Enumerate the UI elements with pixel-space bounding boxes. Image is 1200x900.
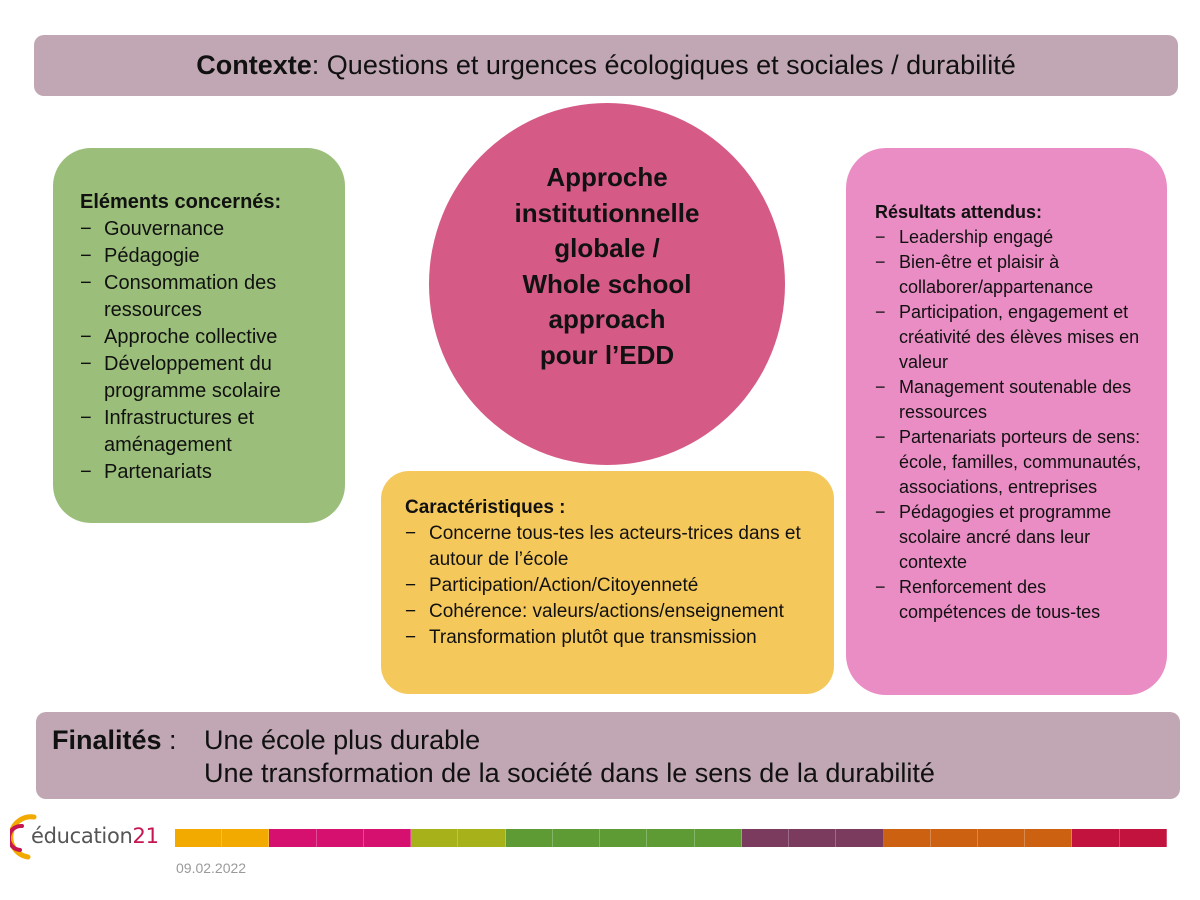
list-item: − Partenariats porteurs de sens: école, familles, communautés, associations, entreprises <box>875 425 1149 500</box>
resultats-attendus-box <box>846 148 1167 695</box>
list-item: − Participation/Action/Citoyenneté <box>405 573 824 599</box>
logo-text <box>31 824 159 848</box>
stripe-segment <box>1120 829 1167 847</box>
list-item: − Management soutenable des ressources <box>875 375 1149 425</box>
stripe-segment <box>458 829 505 847</box>
stripe-segment <box>553 829 600 847</box>
stripe-segment <box>506 829 553 847</box>
list-item: − Gouvernance <box>80 216 325 243</box>
stripe-segment <box>600 829 647 847</box>
results-list <box>875 225 1149 625</box>
list-item: − Infrastructures et aménagement <box>80 405 325 459</box>
stripe-segment <box>222 829 269 847</box>
elements-list <box>80 216 325 486</box>
list-item: Une transformation de la société dans le sens de la durabilité <box>204 758 935 788</box>
list-item: Une école plus durable <box>204 725 481 755</box>
finalites-separator: : <box>161 725 177 755</box>
stripe-segment <box>175 829 222 847</box>
context-label: Contexte <box>196 50 312 80</box>
slide-date: 09.02.2022 <box>176 860 247 876</box>
list-item: − Développement du programme scolaire <box>80 351 325 405</box>
stripe-segment <box>364 829 411 847</box>
list-item: − Concerne tous-tes les acteurs-trices dans et autour de l’école <box>405 521 824 573</box>
stripe-segment <box>1025 829 1072 847</box>
stripe-segment <box>742 829 789 847</box>
list-item: − Partenariats <box>80 459 325 486</box>
stripe-segment <box>1072 829 1119 847</box>
stripe-segment <box>269 829 316 847</box>
education21-logo <box>10 814 170 860</box>
finalites-banner <box>36 712 1180 799</box>
list-item: − Participation, engagement et créativité des élèves mises en valeur <box>875 300 1149 375</box>
stripe-segment <box>978 829 1025 847</box>
whole-school-approach-circle <box>429 103 785 465</box>
list-item: − Cohérence: valeurs/actions/enseignement <box>405 599 824 625</box>
list-item: − Renforcement des compétences de tous-tes <box>875 575 1149 625</box>
finalites-label: Finalités <box>52 725 162 755</box>
list-item: − Transformation plutôt que transmission <box>405 625 824 651</box>
logo-number: 21 <box>132 824 159 848</box>
stripe-segment <box>411 829 458 847</box>
context-banner <box>34 35 1178 96</box>
list-item: − Pédagogies et programme scolaire ancré dans leur contexte <box>875 500 1149 575</box>
list-item: − Approche collective <box>80 324 325 351</box>
stripe-segment <box>836 829 883 847</box>
context-text: : Questions et urgences écologiques et sociales / durabilité <box>311 50 1016 80</box>
circle-title: Approche institutionnelle globale / Whole school approach pour l’EDD <box>514 162 700 370</box>
features-title: Caractéristiques : <box>405 497 566 518</box>
stripe-segment <box>647 829 694 847</box>
caracteristiques-box <box>381 471 834 694</box>
elements-title: Eléments concernés: <box>80 191 282 213</box>
brand-color-stripe <box>175 829 1167 847</box>
stripe-segment <box>789 829 836 847</box>
list-item: − Leadership engagé <box>875 225 1149 250</box>
elements-concernes-box <box>53 148 345 523</box>
list-item: − Bien-être et plaisir à collaborer/appartenance <box>875 250 1149 300</box>
stripe-segment <box>884 829 931 847</box>
stripe-segment <box>317 829 364 847</box>
stripe-segment <box>695 829 742 847</box>
logo-word: éducation <box>31 824 133 848</box>
list-item: − Consommation des ressources <box>80 270 325 324</box>
results-title: Résultats attendus: <box>875 202 1043 222</box>
finalites-list <box>204 724 935 790</box>
features-list <box>405 521 824 651</box>
list-item: − Pédagogie <box>80 243 325 270</box>
stripe-segment <box>931 829 978 847</box>
